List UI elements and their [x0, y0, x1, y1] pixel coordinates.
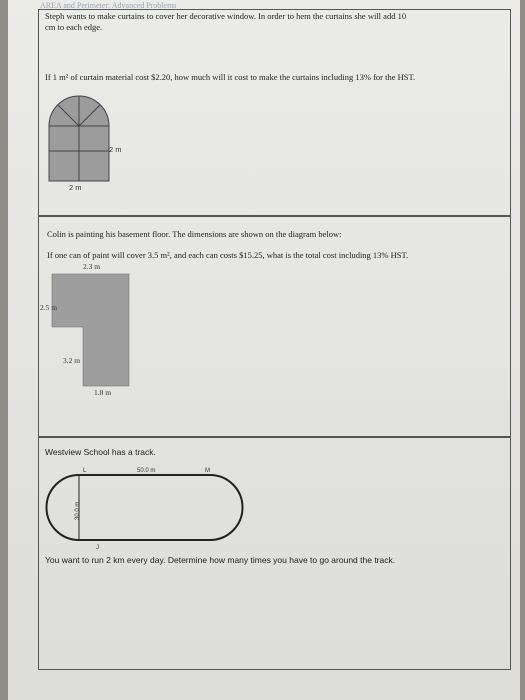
floor-middle-label: 3.2 m: [63, 356, 81, 365]
problem-2-box: [38, 216, 511, 437]
problem-3-box: [38, 437, 511, 670]
problem-3-question: You want to run 2 km every day. Determine how many times you have to go around the track.: [45, 555, 396, 565]
point-m-label: M: [205, 468, 210, 474]
window-diagram: [39, 10, 512, 217]
problem-3-intro: Westview School has a track.: [45, 447, 156, 457]
worksheet-title: AREA and Perimeter: Advanced Problems: [40, 1, 177, 10]
floor-top-label: 2.3 m: [83, 262, 101, 271]
track-length-label: 50.0 m: [137, 468, 156, 474]
problem-1-box: [38, 9, 511, 216]
problem-1-question: If 1 m² of curtain material cost $2.20, how much will it cost to make the curtains including 13% for the HST.: [45, 72, 416, 82]
problem-2-intro: Colin is painting his basement floor. The dimensions are shown on the diagram below:: [47, 229, 342, 239]
track-width-label: 30.0 m: [75, 501, 81, 520]
point-j-label: J: [96, 545, 99, 551]
floor-left-label: 2.5 m: [40, 303, 58, 312]
window-width-label: 2 m: [69, 183, 82, 192]
problem-1-line-2: cm to each edge.: [45, 22, 103, 32]
worksheet-page: [8, 0, 520, 700]
problem-2-question: If one can of paint will cover 3.5 m², and each can costs $15.25, what is the total cost including 13% HST.: [47, 250, 409, 260]
point-l-label: L: [83, 468, 87, 474]
floor-bottom-label: 1.8 m: [94, 388, 112, 397]
problem-1-line-1: Steph wants to make curtains to cover her decorative window. In order to hem the curtains she will add 10: [45, 11, 407, 21]
floor-shape: [52, 274, 129, 386]
window-height-label: 2 m: [109, 145, 122, 154]
floor-diagram: [39, 217, 512, 438]
